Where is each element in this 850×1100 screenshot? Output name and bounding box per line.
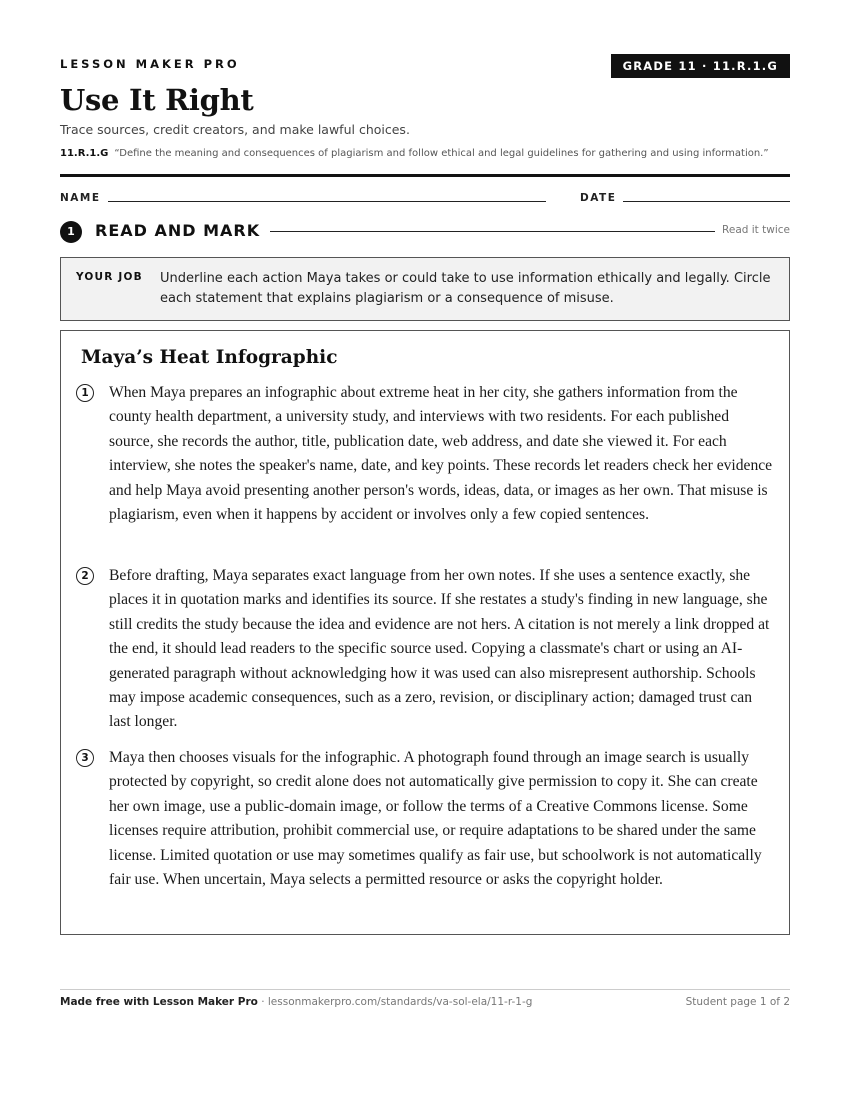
footer-divider [60, 989, 790, 990]
paragraph-text: Maya then chooses visuals for the infographic. A photograph found through an image search is usually protected by copyright, so credit alone does not automatically give permission to copy it. She can create her own image, use a public-domain image, or follow the terms of a Creative Commons license. Some licenses require attribution, prohibit commercial use, or require adaptations to be shared under the same license. Limited quotation or use may sometimes qualify as fair use, but schoolwork is not automatically fair use. When uncertain, Maya selects a permitted resource or asks the copyright holder. [109, 749, 762, 889]
section-number-badge: 1 [60, 221, 82, 243]
paragraph-number: 1 [76, 384, 94, 402]
date-label: DATE [580, 192, 617, 204]
name-label: NAME [60, 192, 101, 204]
section-title: READ AND MARK [95, 221, 261, 240]
paragraph-number: 2 [76, 567, 94, 585]
paragraph-number: 3 [76, 749, 94, 767]
standard-code: 11.R.1.G [60, 148, 109, 159]
brand-name: LESSON MAKER PRO [60, 57, 240, 71]
date-field[interactable] [623, 201, 790, 202]
footer-url[interactable]: · lessonmakerpro.com/standards/va-sol-ela/11-r-1-g [257, 996, 533, 1008]
section-note: Read it twice [722, 224, 790, 236]
grade-badge: GRADE 11 · 11.R.1.G [611, 54, 790, 78]
paragraph-text: Before drafting, Maya separates exact language from her own notes. If she uses a sentence exactly, she places it in quotation marks and identifies its source. If she restates a study's finding in new language, she still credits the study because the idea and evidence are not hers. A citation is not merely a link dropped at the end, it should lead readers to the specific source used. Copying a classmate's chart or using an AI-generated paragraph without acknowledging how it was used can also misrepresent authorship. Schools may impose academic consequences, such as a zero, revision, or disciplinary action; damaged trust can last longer. [109, 567, 770, 731]
standard-text: “Define the meaning and consequences of plagiarism and follow ethical and legal guidelines for gathering and using information.” [114, 148, 769, 159]
footer-credit [60, 996, 532, 1008]
reading-passage [60, 330, 790, 935]
page-subtitle: Trace sources, credit creators, and make lawful choices. [60, 122, 410, 137]
page-title: Use It Right [60, 83, 254, 117]
section-header [60, 220, 790, 244]
standard-line [60, 148, 790, 159]
header-divider [60, 174, 790, 177]
job-box [60, 257, 790, 321]
job-instructions: Underline each action Maya takes or could take to use information ethically and legally. Circle each statement that explains plagiarism or a consequence of misuse. [160, 271, 771, 306]
footer-page-number: Student page 1 of 2 [685, 996, 790, 1008]
passage-title: Maya’s Heat Infographic [81, 347, 338, 368]
name-date-row [60, 190, 790, 206]
footer-made-with: Made free with Lesson Maker Pro [60, 996, 258, 1008]
name-field[interactable] [108, 201, 546, 202]
section-divider [270, 231, 715, 232]
job-label: YOUR JOB [76, 271, 143, 283]
paragraph-text: When Maya prepares an infographic about extreme heat in her city, she gathers information from the county health department, a university study, and interviews with two residents. For each published source, she records the author, title, publication date, web address, and date she viewed it. For each interview, she notes the speaker's name, date, and key points. These records let readers check her evidence and help Maya avoid presenting another person's words, ideas, data, or images as her own. That misuse is plagiarism, even when it happens by accident or involves only a few copied sentences. [109, 384, 773, 524]
